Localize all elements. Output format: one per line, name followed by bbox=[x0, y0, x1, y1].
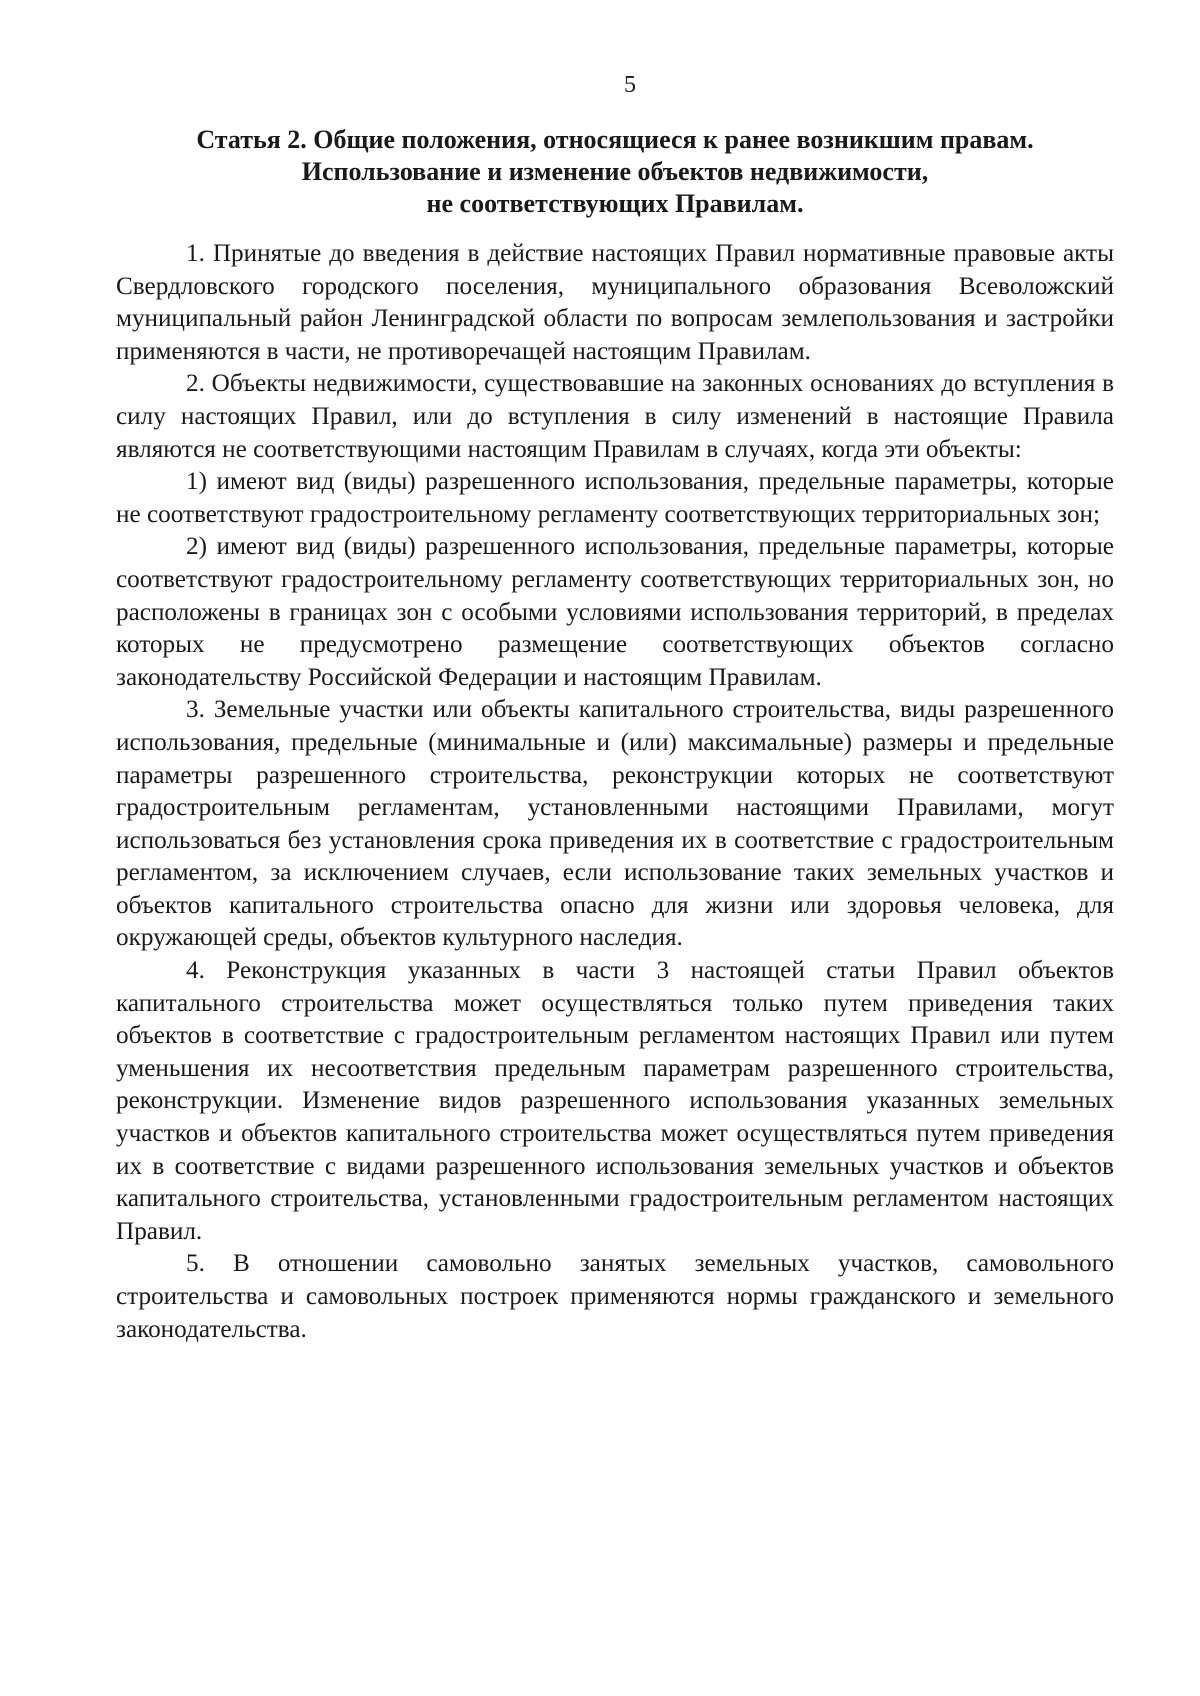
paragraph-2-item-2: 2) имеют вид (виды) разрешенного использования, предельные параметры, которые соответствуют градостроительному регламенту соответствующих территориальных зон, но расположены в границах зон с особыми условиями использования территорий, в пределах которых не предусмотрено размещение соответствующих объектов согласно законодательству Российской Федерации и настоящим Правилам. bbox=[116, 533, 1114, 691]
article-title bbox=[116, 124, 1114, 220]
paragraph-4: 4. Реконструкция указанных в части 3 настоящей статьи Правил объектов капитального строительства может осуществляться только путем приведения таких объектов в соответствие с градостроительным регламентом настоящих Правил или путем уменьшения их несоответствия предельным параметрам разрешенного строительства, реконструкции. Изменение видов разрешенного использования указанных земельных участков и объектов капитального строительства может осуществляться путем приведения их в соответствие с видами разрешенного использования земельных участков и объектов капитального строительства, установленными градостроительным регламентом настоящих Правил. bbox=[116, 957, 1114, 1245]
article-title-line-1: Статья 2. Общие положения, относящиеся к ранее возникшим правам. bbox=[196, 125, 1034, 154]
paragraph-2-item-1: 1) имеют вид (виды) разрешенного использования, предельные параметры, которые не соответствуют градостроительному регламенту соответствующих территориальных зон; bbox=[116, 468, 1114, 528]
article-title-line-2: Использование и изменение объектов недвижимости, bbox=[301, 157, 929, 186]
paragraph-3: 3. Земельные участки или объекты капитального строительства, виды разрешенного использования, предельные (минимальные и (или) максимальные) размеры и предельные параметры разрешенного строительства, реконструкции которых не соответствуют градостроительным регламентам, установленными настоящими Правилами, могут использоваться без установления срока приведения их в соответствие с градостроительным регламентом, за исключением случаев, если использование таких земельных участков и объектов капитального строительства опасно для жизни или здоровья человека, для окружающей среды, объектов культурного наследия. bbox=[116, 696, 1114, 952]
paragraph-5: 5. В отношении самовольно занятых земельных участков, самовольного строительства и самовольных построек применяются нормы гражданского и земельного законодательства. bbox=[116, 1250, 1114, 1343]
page-number: 5 bbox=[624, 72, 636, 98]
paragraph-1: 1. Принятые до введения в действие настоящих Правил нормативные правовые акты Свердловского городского поселения, муниципального образования Всеволожский муниципальный район Ленинградской области по вопросам землепользования и застройки применяются в части, не противоречащей настоящим Правилам. bbox=[116, 240, 1114, 365]
article-title-line-3: не соответствующих Правилам. bbox=[426, 189, 804, 218]
article-body bbox=[116, 238, 1114, 1346]
paragraph-2: 2. Объекты недвижимости, существовавшие на законных основаниях до вступления в силу настоящих Правил, или до вступления в силу изменений в настоящие Правила являются не соответствующими настоящим Правилам в случаях, когда эти объекты: bbox=[116, 370, 1114, 463]
